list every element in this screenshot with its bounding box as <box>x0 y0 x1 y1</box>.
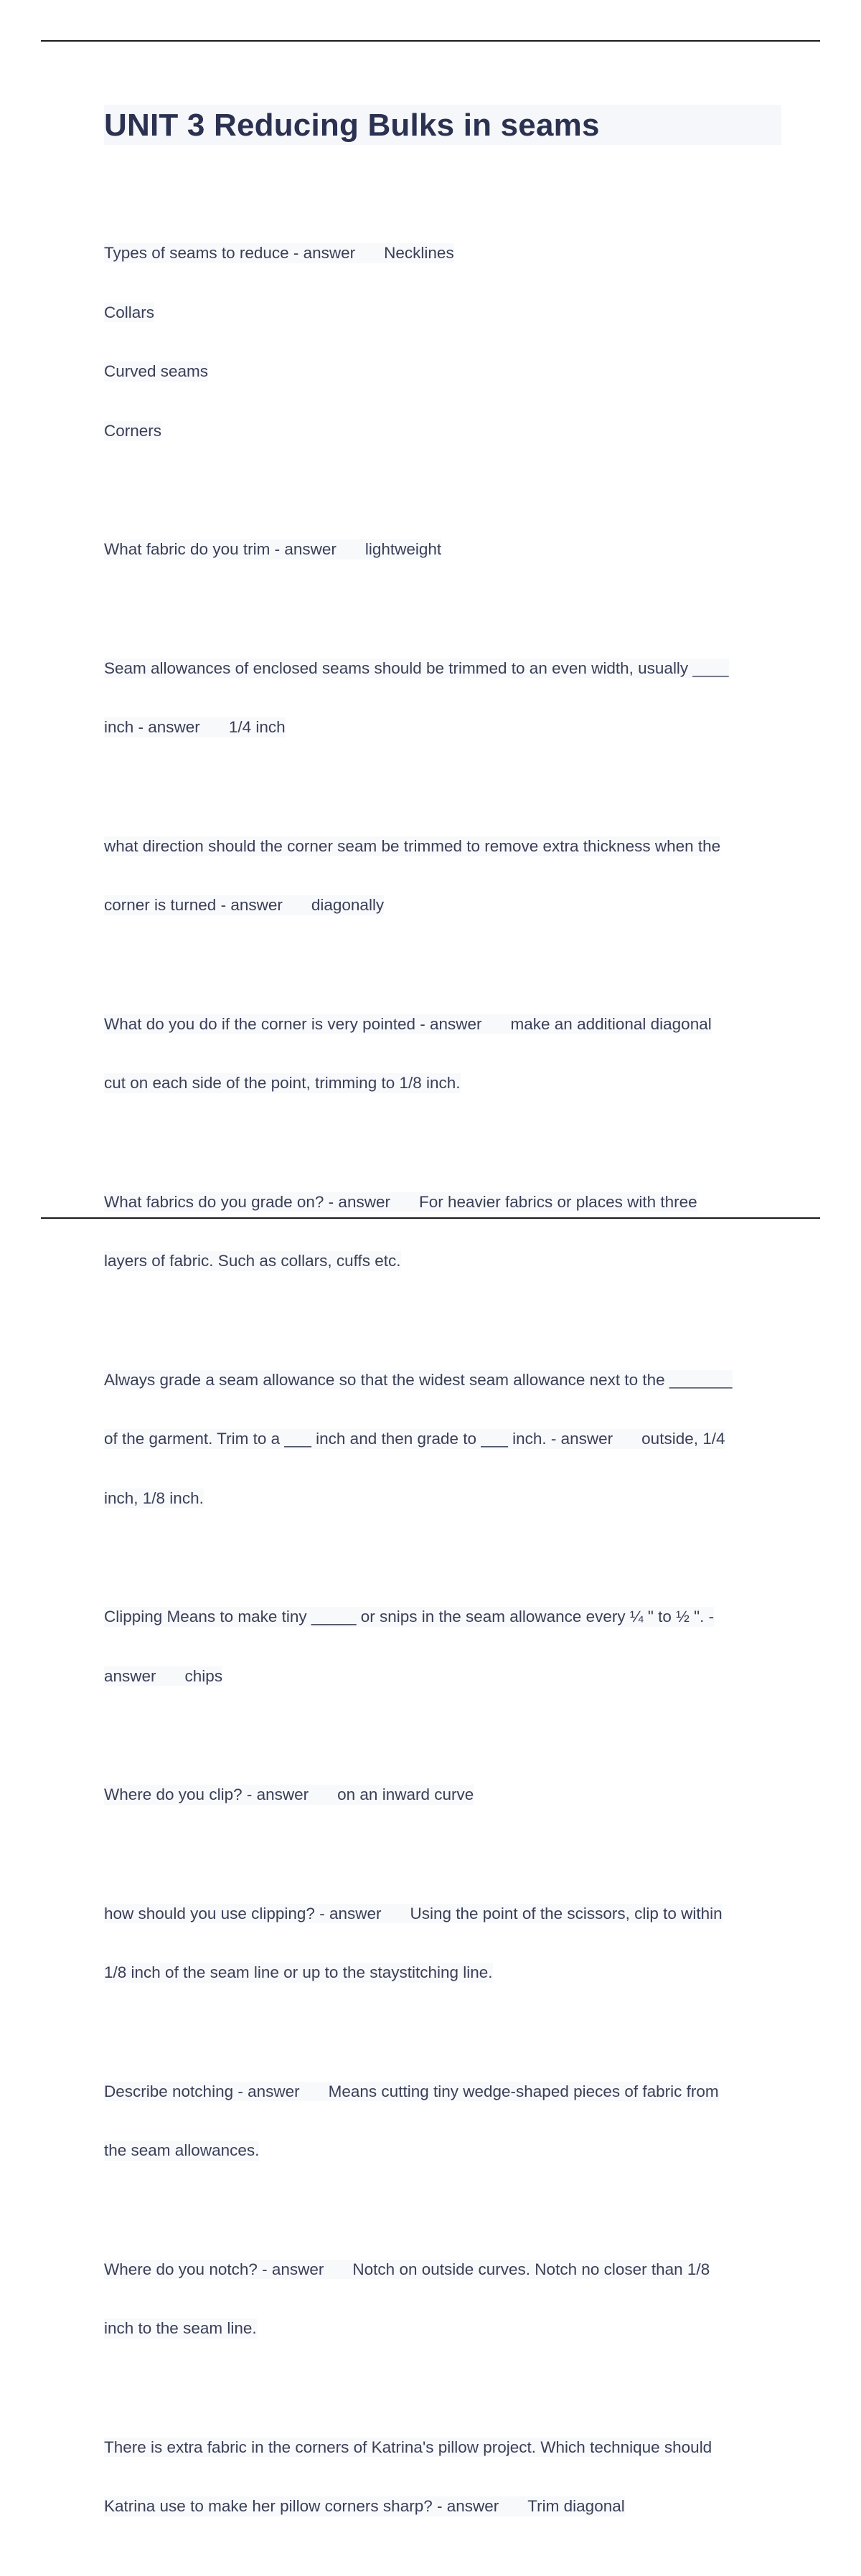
answer-text: chips <box>184 1666 223 1685</box>
answer-text: inch, 1/8 inch. <box>104 1488 204 1507</box>
answer-text: layers of fabric. Such as collars, cuffs etc. <box>104 1252 401 1270</box>
question-text: Describe notching - answer <box>104 2082 300 2100</box>
flashcard-list <box>104 204 782 2576</box>
flashcard <box>104 1153 782 1311</box>
answer-text: Curved seams <box>104 362 209 380</box>
answer-text: Corners <box>104 421 162 440</box>
answer-text: outside, 1/4 <box>641 1430 725 1448</box>
question-text: of the garment. Trim to a ___ inch and then grade to ___ inch. - answer <box>104 1430 613 1448</box>
question-text: What fabric do you trim - answer <box>104 540 337 558</box>
flashcard <box>104 1331 782 1548</box>
answer-text: Using the point of the scissors, clip to within <box>410 1904 723 1922</box>
answer-text: on an inward curve <box>337 1785 474 1803</box>
flashcard <box>104 975 782 1133</box>
question-text: Types of seams to reduce - answer <box>104 244 356 262</box>
answer-text: diagonally <box>311 896 385 914</box>
question-text: what direction should the corner seam be trimmed to remove extra thickness when the <box>104 836 721 855</box>
page-title: UNIT 3 Reducing Bulks in seams <box>104 108 600 143</box>
flashcard <box>104 2398 782 2556</box>
flashcard <box>104 500 782 599</box>
answer-text: lightweight <box>364 540 442 558</box>
flashcard <box>104 797 782 955</box>
answer-text: Collars <box>104 303 155 321</box>
question-text: answer <box>104 1666 156 1685</box>
question-text: What do you do if the corner is very pointed - answer <box>104 1014 482 1033</box>
answer-text: Necklines <box>384 244 454 262</box>
answer-text: cut on each side of the point, trimming to 1/8 inch. <box>104 1074 461 1092</box>
question-text: Where do you clip? - answer <box>104 1785 309 1803</box>
answer-text: Trim diagonal <box>527 2497 625 2515</box>
flashcard <box>104 1864 782 2022</box>
answer-text: inch to the seam line. <box>104 2319 257 2337</box>
question-text: There is extra fabric in the corners of Katrina's pillow project. Which technique should <box>104 2438 712 2456</box>
question-text: Always grade a seam allowance so that the widest seam allowance next to the _______ <box>104 1370 733 1389</box>
flashcard <box>104 1567 782 1725</box>
answer-text: For heavier fabrics or places with three <box>418 1192 697 1211</box>
question-text: Clipping Means to make tiny _____ or snips in the seam allowance every ¼ " to ½ ". - <box>104 1608 715 1626</box>
answer-text: make an additional diagonal <box>510 1014 712 1033</box>
flashcard <box>104 619 782 777</box>
flashcard <box>104 2220 782 2378</box>
flashcard <box>104 2042 782 2200</box>
answer-text: the seam allowances. <box>104 2141 260 2159</box>
question-text: Where do you notch? - answer <box>104 2260 324 2278</box>
answer-text: Notch on outside curves. Notch no closer than 1/8 <box>352 2260 710 2278</box>
question-text: What fabrics do you grade on? - answer <box>104 1192 390 1211</box>
flashcard <box>104 1745 782 1844</box>
answer-text: Means cutting tiny wedge-shaped pieces of fabric from <box>328 2082 719 2100</box>
question-text: inch - answer <box>104 718 200 736</box>
question-text: corner is turned - answer <box>104 896 283 914</box>
question-text: Seam allowances of enclosed seams should be trimmed to an even width, usually ____ <box>104 659 729 677</box>
bottom-rule <box>41 1217 820 1219</box>
answer-text: 1/4 inch <box>228 718 286 736</box>
top-rule <box>41 40 820 42</box>
answer-text: 1/8 inch of the seam line or up to the staystitching line. <box>104 1963 493 1981</box>
title-banner <box>104 105 781 145</box>
flashcard <box>104 204 782 480</box>
question-text: how should you use clipping? - answer <box>104 1904 382 1922</box>
question-text: Katrina use to make her pillow corners sharp? - answer <box>104 2497 499 2515</box>
